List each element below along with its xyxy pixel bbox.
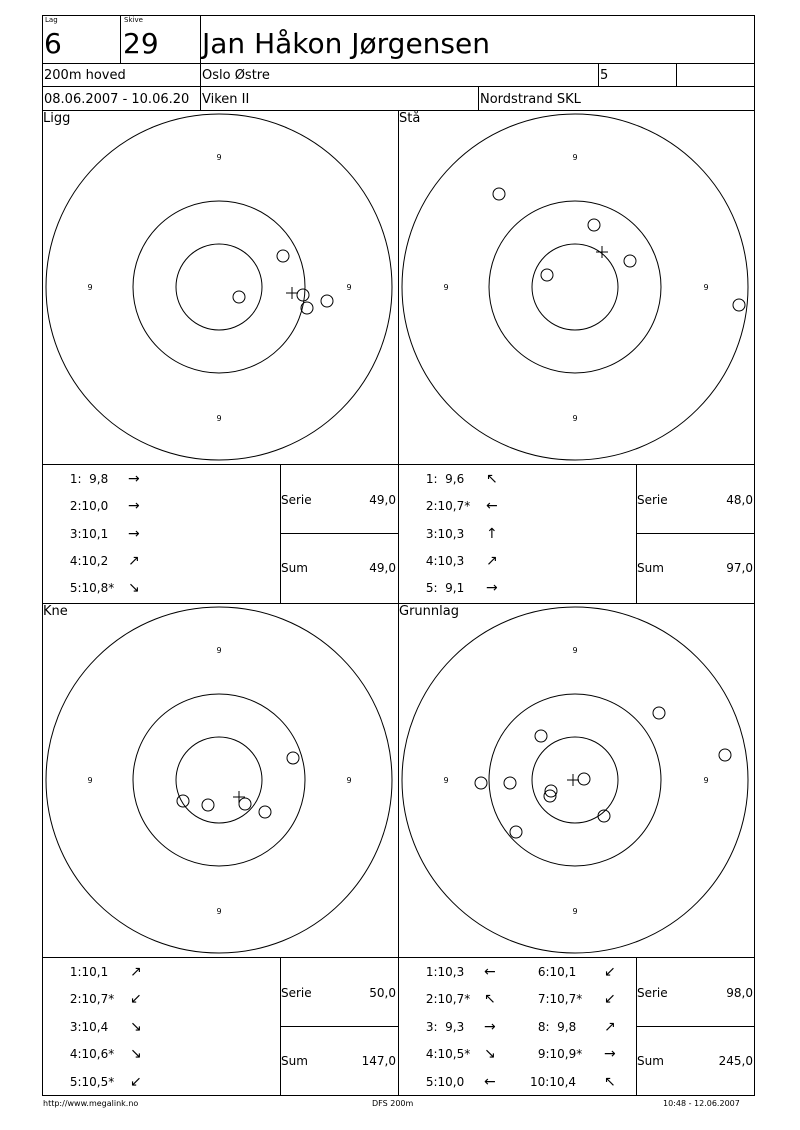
shot-hole [493,188,505,200]
shot-arrow-icon: ↗ [128,553,140,569]
skive-label: Skive [124,16,143,24]
shot-label: 2:10,7* [66,992,115,1006]
shot-label: 4:10,2 [66,554,109,568]
shot-label: 9:10,9* [534,1047,583,1061]
ring-label: 9 [216,414,222,423]
shot-label: 1:10,1 [66,965,109,979]
target-ligg [42,110,398,464]
shot-arrow-icon: ↘ [128,580,140,596]
sum-value: 245,0 [718,1054,753,1068]
shot-label: 6:10,1 [534,965,577,979]
target-kne [42,603,398,957]
ring-label: 9 [572,414,578,423]
shot-arrow-icon: ↑ [486,526,498,542]
shot-label: 4:10,5* [422,1047,471,1061]
ring-label: 9 [87,283,93,292]
shot-arrow-icon: ↗ [486,553,498,569]
shot-label: 4:10,6* [66,1047,115,1061]
shot-arrow-icon: ↙ [604,991,616,1007]
shot-arrow-icon: ↙ [130,1074,142,1090]
shot-label: 8: 9,8 [534,1020,577,1034]
shot-hole [578,773,590,785]
class: 5 [600,68,609,83]
footer-system: DFS 200m [372,1099,414,1108]
club: Nordstrand SKL [480,92,581,107]
shot-arrow-icon: ↗ [130,964,142,980]
shot-arrow-icon: ↙ [604,964,616,980]
shot-arrow-icon: ↘ [130,1046,142,1062]
serie-value: 50,0 [369,986,396,1000]
shot-hole [719,749,731,761]
shot-label: 3:10,1 [66,527,109,541]
center-cross [286,287,298,299]
sum-label: Sum [281,1054,308,1068]
ring-label: 9 [346,283,352,292]
shot-arrow-icon: ↖ [486,471,498,487]
shot-label: 5:10,5* [66,1075,115,1089]
shot-label: 2:10,7* [422,992,471,1006]
shot-hole [475,777,487,789]
skive-value: 29 [123,27,159,60]
shot-arrow-icon: ↘ [484,1046,496,1062]
footer-url[interactable]: http://www.megalink.no [43,1099,139,1108]
shot-hole [177,795,189,807]
ring-label: 9 [572,153,578,162]
shot-hole [239,798,251,810]
shot-arrow-icon: → [484,1019,496,1035]
serie-value: 49,0 [369,493,396,507]
ring-label: 9 [572,646,578,655]
sum-value: 147,0 [361,1054,396,1068]
shooter-name: Jan Håkon Jørgensen [202,27,490,60]
ring-label: 9 [443,283,449,292]
dates: 08.06.2007 - 10.06.20 [44,92,190,107]
shot-arrow-icon: → [128,471,140,487]
shot-arrow-icon: ↗ [604,1019,616,1035]
shot-arrow-icon: ↖ [484,991,496,1007]
ring-label: 9 [216,907,222,916]
shot-hole [277,250,289,262]
ring-label: 9 [87,776,93,785]
shot-label: 5:10,8* [66,581,115,595]
shot-label: 3:10,3 [422,527,465,541]
sum-value: 97,0 [726,561,753,575]
shot-arrow-icon: ← [486,498,498,514]
center-cross [567,774,579,786]
shot-label: 2:10,0 [66,499,109,513]
sum-label: Sum [637,1054,664,1068]
shot-hole [535,730,547,742]
ring-label: 9 [703,283,709,292]
shot-arrow-icon: ↖ [604,1074,616,1090]
ring-label: 9 [216,646,222,655]
sum-label: Sum [637,561,664,575]
venue: Viken II [202,92,250,107]
serie-label: Serie [281,493,312,507]
target-sta [398,110,755,464]
serie-label: Serie [281,986,312,1000]
shot-hole [588,219,600,231]
program: 200m hoved [44,68,126,83]
shot-label: 3: 9,3 [422,1020,465,1034]
footer-timestamp: 10:48 - 12.06.2007 [663,1099,740,1108]
shot-hole [733,299,745,311]
shot-hole [259,806,271,818]
shot-arrow-icon: → [128,498,140,514]
serie-value: 48,0 [726,493,753,507]
panel-title-kne: Kne [43,604,68,619]
shot-label: 1: 9,6 [422,472,465,486]
shot-hole [504,777,516,789]
center-cross [233,791,245,803]
shot-label: 2:10,7* [422,499,471,513]
serie-value: 98,0 [726,986,753,1000]
shot-hole [202,799,214,811]
club-region: Oslo Østre [202,68,270,83]
shot-arrow-icon: → [128,526,140,542]
shot-hole [541,269,553,281]
ring-label: 9 [703,776,709,785]
ring-label: 9 [216,153,222,162]
shot-hole [233,291,245,303]
shot-hole [287,752,299,764]
target-grunnlag [398,603,755,957]
shot-arrow-icon: → [486,580,498,596]
shot-hole [510,826,522,838]
shot-label: 10:10,4 [530,1075,577,1089]
shot-arrow-icon: ↘ [130,1019,142,1035]
shot-arrow-icon: ← [484,1074,496,1090]
shot-arrow-icon: ↙ [130,991,142,1007]
shot-hole [624,255,636,267]
shot-arrow-icon: → [604,1046,616,1062]
panel-title-sta: Stå [399,111,421,126]
lag-value: 6 [44,27,62,60]
shot-label: 5: 9,1 [422,581,465,595]
shot-label: 1: 9,8 [66,472,109,486]
ring-label: 9 [346,776,352,785]
shot-label: 7:10,7* [534,992,583,1006]
shot-label: 3:10,4 [66,1020,109,1034]
shot-label: 5:10,0 [422,1075,465,1089]
panel-title-ligg: Ligg [43,111,71,126]
ring-label: 9 [572,907,578,916]
shot-arrow-icon: ← [484,964,496,980]
lag-label: Lag [45,16,58,24]
shot-hole [321,295,333,307]
sum-label: Sum [281,561,308,575]
shot-label: 4:10,3 [422,554,465,568]
shot-label: 1:10,3 [422,965,465,979]
center-cross [596,246,608,258]
serie-label: Serie [637,493,668,507]
sum-value: 49,0 [369,561,396,575]
ring-label: 9 [443,776,449,785]
panel-title-grunnlag: Grunnlag [399,604,459,619]
serie-label: Serie [637,986,668,1000]
shot-hole [653,707,665,719]
shot-hole [297,289,309,301]
